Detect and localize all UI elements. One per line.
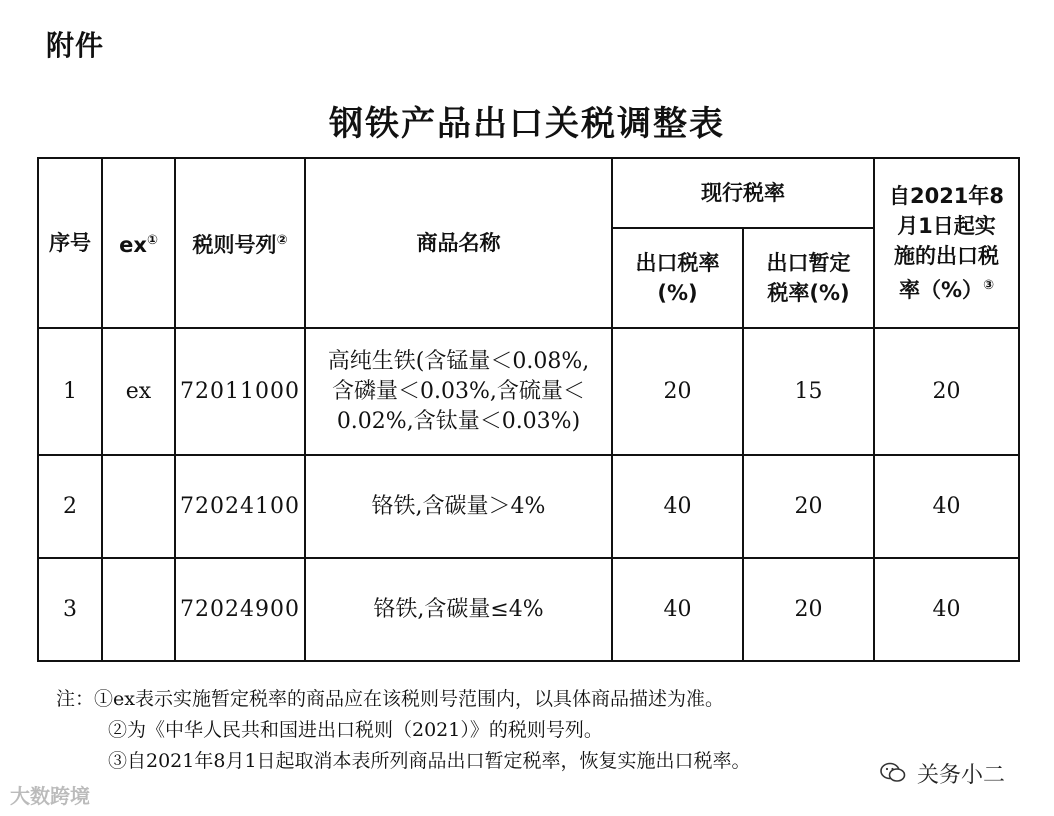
wechat-icon [880, 762, 906, 790]
header-current-rate: 现行税率 [612, 158, 874, 228]
watermark-right [876, 756, 1009, 792]
cell-export-rate: 20 [612, 328, 743, 455]
attachment-label: 附件 [46, 29, 105, 62]
cell-seq: 3 [38, 558, 102, 661]
cell-seq: 2 [38, 455, 102, 558]
cell-product-name: 高纯生铁(含锰量＜0.08%, 含磷量＜0.03%,含硫量＜ 0.02%,含钛量＜0.03%) [305, 328, 612, 455]
watermark-left: 大数跨境 [10, 784, 90, 808]
cell-provisional-rate: 20 [743, 455, 874, 558]
header-tariff-code: 税则号列② [175, 158, 305, 328]
cell-product-name: 铬铁,含碳量≤4% [305, 558, 612, 661]
cell-provisional-rate: 20 [743, 558, 874, 661]
cell-export-rate: 40 [612, 558, 743, 661]
header-new-rate: 自2021年8 月1日起实 施的出口税 率（%）③ [874, 158, 1019, 328]
header-ex: ex① [102, 158, 175, 328]
footnote-mark-1: ① [146, 233, 158, 248]
cell-tariff-code: 72024900 [175, 558, 305, 661]
footnote-mark-2: ② [276, 233, 288, 248]
table-row [38, 455, 1019, 558]
cell-ex: ex [102, 328, 175, 455]
footnote-3: ③自2021年8月1日起取消本表所列商品出口暂定税率，恢复实施出口税率。 [108, 750, 751, 772]
footnotes [56, 684, 751, 777]
cell-ex [102, 455, 175, 558]
tariff-table [37, 157, 1020, 662]
table-row [38, 328, 1019, 455]
watermark-right-text: 关务小二 [917, 763, 1006, 788]
cell-product-name: 铬铁,含碳量＞4% [305, 455, 612, 558]
header-product-name: 商品名称 [305, 158, 612, 328]
cell-new-rate: 20 [874, 328, 1019, 455]
cell-export-rate: 40 [612, 455, 743, 558]
cell-new-rate: 40 [874, 558, 1019, 661]
cell-ex [102, 558, 175, 661]
cell-provisional-rate: 15 [743, 328, 874, 455]
cell-new-rate: 40 [874, 455, 1019, 558]
document-title: 钢铁产品出口关税调整表 [329, 104, 725, 144]
cell-tariff-code: 72011000 [175, 328, 305, 455]
cell-tariff-code: 72024100 [175, 455, 305, 558]
table-row [38, 558, 1019, 661]
footnote-1: 注：①ex表示实施暂定税率的商品应在该税则号范围内，以具体商品描述为准。 [56, 688, 724, 710]
header-seq: 序号 [38, 158, 102, 328]
footnote-mark-3: ③ [983, 278, 995, 293]
header-export-rate: 出口税率 (%) [612, 228, 743, 328]
header-provisional-rate: 出口暂定 税率(%) [743, 228, 874, 328]
footnote-2: ②为《中华人民共和国进出口税则（2021）》的税则号列。 [108, 719, 603, 741]
cell-seq: 1 [38, 328, 102, 455]
